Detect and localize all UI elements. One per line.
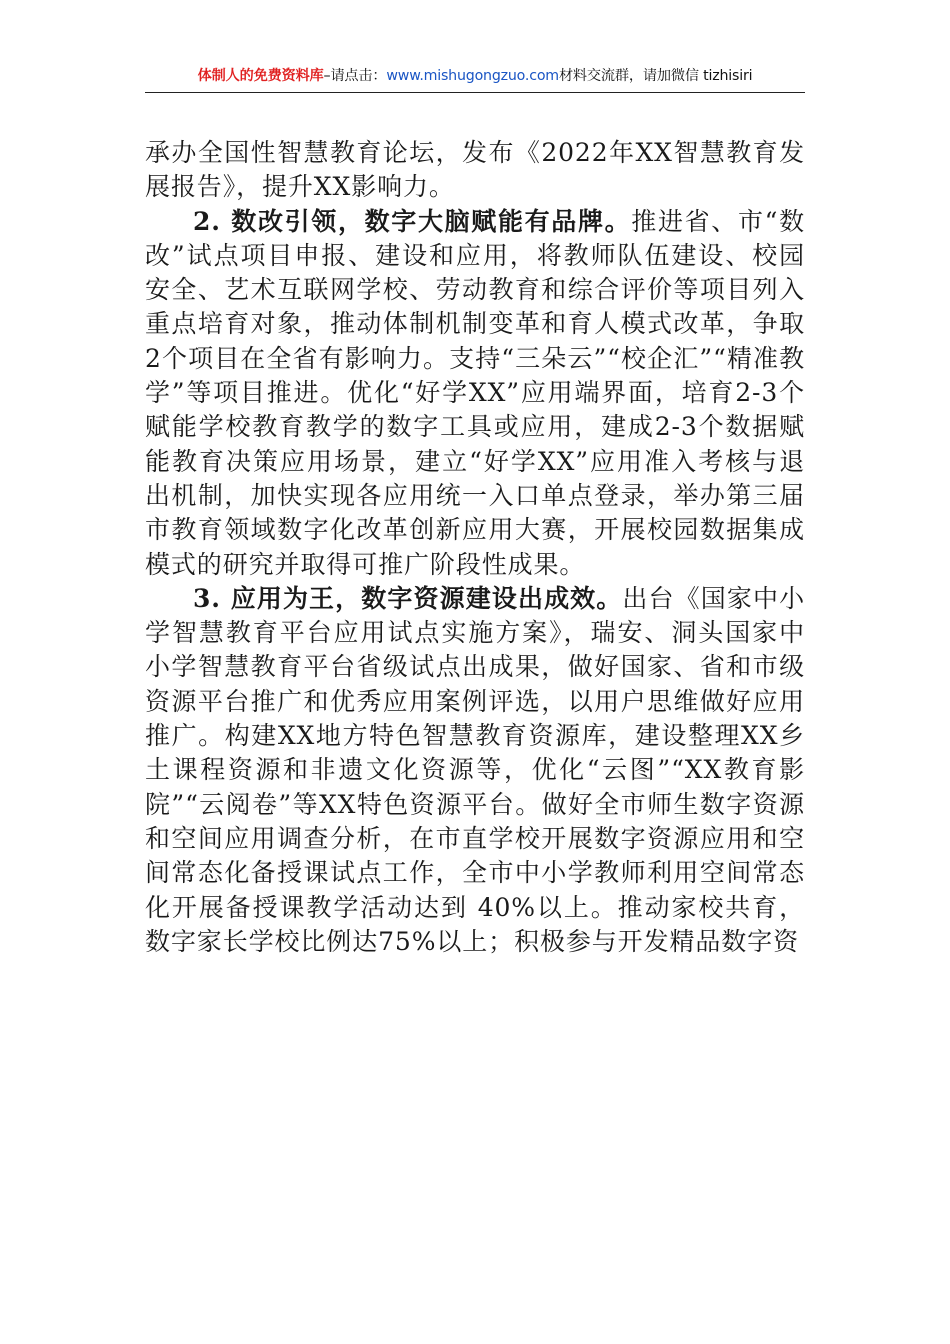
- paragraph-3-text: 出台《国家中小学智慧教育平台应用试点实施方案》，瑞安、洞头国家中小学智慧教育平台省级试点出成果，做好国家、省和市级资源平台推广和优秀应用案例评选，以用户思维做好应用推广。构建XX地方特色智慧教育资源库，建设整理XX乡土课程资源和非遗文化资源等，优化“云图”“XX教育影院”“云阅卷”等XX特色资源平台。做好全市师生数字资源和空间应用调查分析，在市直学校开展数字资源应用和空间常态化备授课试点工作，全市中小学教师利用空间常态化开展备授课教学活动达到 40%以上。推动家校共育，数字家长学校比例达75%以上；积极参与开发精品数字资: [145, 583, 805, 956]
- header-contact: 材料交流群，请加微信 tizhisiri: [558, 68, 753, 84]
- paragraph-2-heading: 2. 数改引领，数字大脑赋能有品牌。: [193, 206, 632, 236]
- document-body: [145, 136, 805, 959]
- header-url-link[interactable]: www.mishugongzuo.com: [386, 68, 559, 84]
- paragraph-2: [145, 205, 805, 582]
- header-prompt: –请点击：: [323, 68, 387, 84]
- paragraph-1-text: 承办全国性智慧教育论坛，发布《2022年XX智慧教育发展报告》，提升XX影响力。: [145, 138, 805, 202]
- paragraph-2-text: 推进省、市“数改”试点项目申报、建设和应用，将教师队伍建设、校园安全、艺术互联网学校、劳动教育和综合评价等项目列入重点培育对象，推动体制机制变革和育人模式改革，争取2个项目在全省有影响力。支持“三朵云”“校企汇”“精准教学”等项目推进。优化“好学XX”应用端界面，培育2-3个赋能学校教育教学的数字工具或应用，建成2-3个数据赋能教育决策应用场景，建立“好学XX”应用准入考核与退出机制，加快实现各应用统一入口单点登录，举办第三届市教育领域数字化改革创新应用大赛，开展校园数据集成模式的研究并取得可推广阶段性成果。: [145, 206, 805, 579]
- header-site-name: 体制人的免费资料库: [197, 68, 324, 84]
- paragraph-3: [145, 582, 805, 959]
- paragraph-1: [145, 136, 805, 205]
- paragraph-3-heading: 3. 应用为王，数字资源建设出成效。: [193, 583, 623, 613]
- document-header: [145, 64, 805, 93]
